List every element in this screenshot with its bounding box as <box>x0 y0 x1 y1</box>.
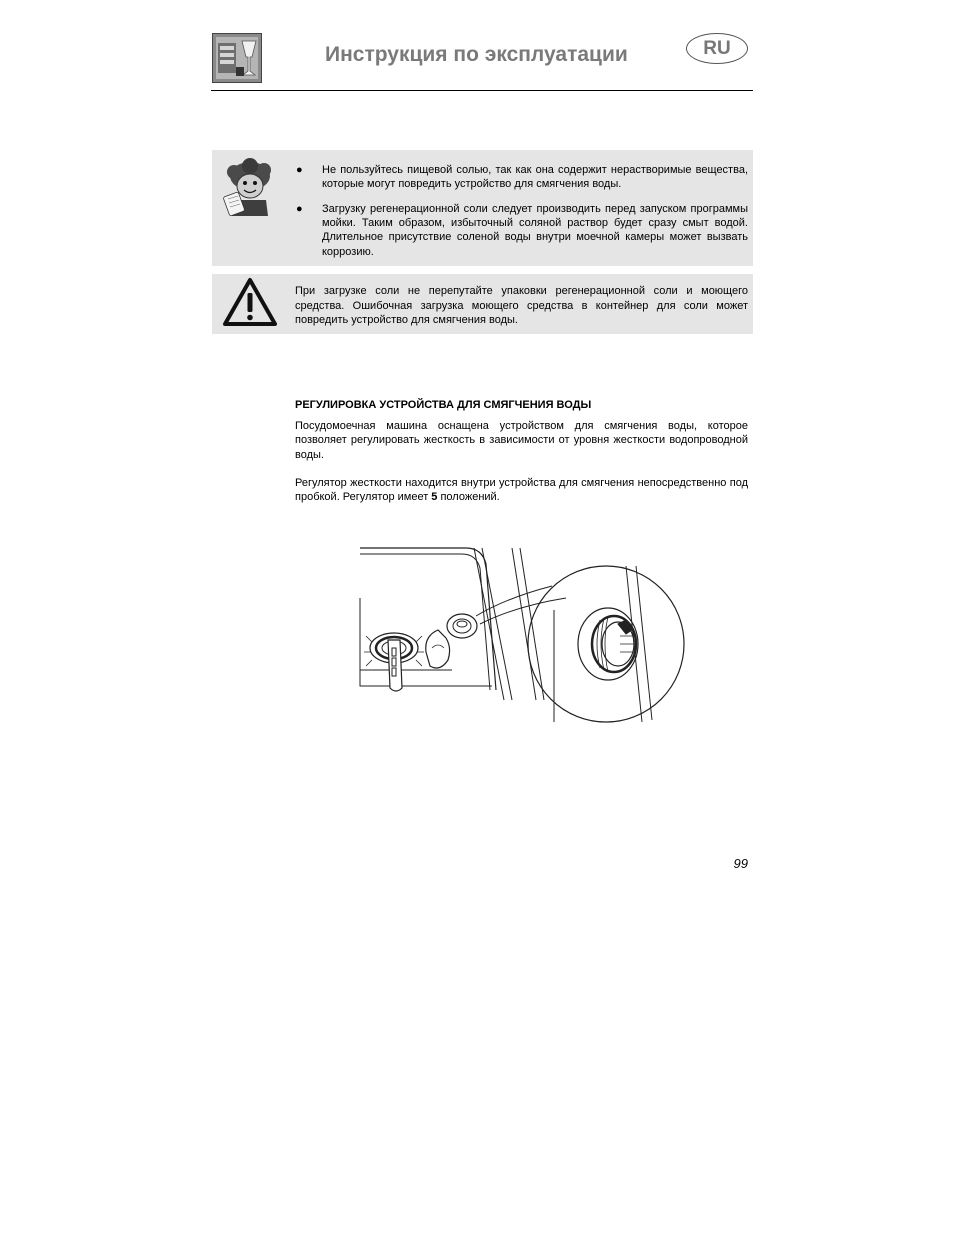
header-divider <box>211 90 753 91</box>
section-title: РЕГУЛИРОВКА УСТРОЙСТВА ДЛЯ СМЯГЧЕНИЯ ВОДЫ <box>295 399 592 411</box>
tip-icon-cell <box>212 150 288 266</box>
dishwasher-logo-icon <box>212 33 262 83</box>
warning-note-box <box>212 274 753 334</box>
bullet-icon: ● <box>296 203 303 215</box>
warning-text-cell <box>291 274 753 334</box>
tip-note-box <box>212 150 753 266</box>
bullet-text: Загрузку регенерационной соли следует производить перед запуском программы мойки. Таким образом, избыточный соляной раствор будет сразу смыт водой. Длительное присутствие соленой воды внутри моечной камеры может вызвать коррозию. <box>322 203 748 258</box>
warning-triangle-icon <box>212 274 288 334</box>
section-paragraph: Посудомоечная машина оснащена устройством для смягчения воды, которое позволяет регулировать жесткость в зависимости от уровня жесткости водопроводной воды. <box>295 420 748 461</box>
warning-icon-cell <box>212 274 288 334</box>
positions-count: 5 <box>431 491 438 504</box>
softener-illustration <box>356 540 688 732</box>
cartoon-helper-icon <box>212 150 288 266</box>
bullet-text: Не пользуйтесь пищевой солью, так как она содержит нерастворимые вещества, которые могут повредить устройство для смягчения воды. <box>322 164 748 191</box>
paragraph-text: положений. <box>437 491 500 504</box>
section-paragraph <box>295 476 748 505</box>
paragraph-text: Регулятор жесткости находится внутри устройства для смягчения непосредственно под пробкой. Регулятор имеет <box>295 477 748 504</box>
page-title: Инструкция по эксплуатации <box>325 43 628 66</box>
tip-text-cell <box>291 150 753 266</box>
language-badge: RU <box>686 33 748 64</box>
bullet-icon: ● <box>296 164 303 176</box>
warning-text: При загрузке соли не перепутайте упаковки регенерационной соли и моющего средства. Ошибочная загрузка моющего средства в контейнер для соли может повредить устройство для смягчения воды. <box>295 285 748 327</box>
page-number: 99 <box>733 856 748 871</box>
